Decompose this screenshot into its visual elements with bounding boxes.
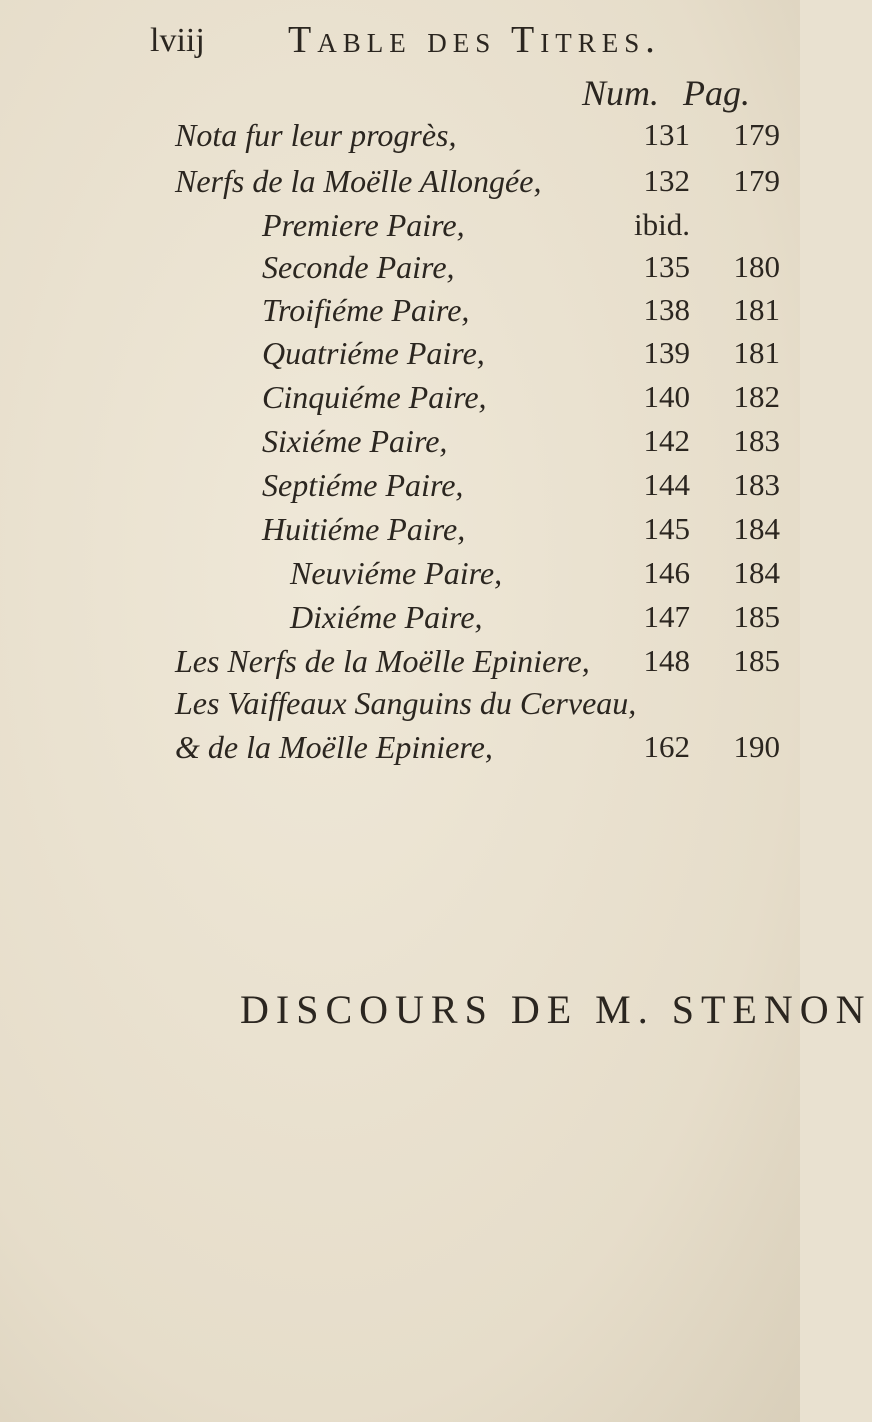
entry-title: Dixiéme Paire,	[290, 599, 483, 635]
entry-pag: 182	[733, 379, 780, 414]
column-headings	[582, 72, 750, 114]
entry-pag: 184	[733, 511, 780, 546]
running-title: Table des Titres.	[288, 19, 661, 61]
entry-pag: 179	[733, 117, 780, 152]
col-num-heading: Num.	[582, 73, 660, 113]
entry-num: 140	[643, 379, 690, 414]
entry-title: Nerfs de la Moëlle Allongée,	[175, 163, 542, 199]
entry-num: 138	[643, 292, 690, 327]
entry-num: 135	[643, 249, 690, 284]
entry-num: 146	[643, 555, 690, 590]
entry-pag: 185	[733, 643, 780, 678]
entry-title: Neuviéme Paire,	[290, 555, 503, 591]
entry-pag: 183	[733, 467, 780, 502]
entry-pag: 185	[733, 599, 780, 634]
page-header	[150, 14, 770, 74]
entry-title: Huitiéme Paire,	[262, 511, 466, 547]
entry-num: 131	[643, 117, 690, 152]
discours-title: DISCOURS DE M. STENON	[240, 987, 872, 1032]
entry-title: Premiere Paire,	[262, 207, 465, 243]
entry-title: Les Nerfs de la Moëlle Epiniere,	[175, 643, 590, 679]
entry-pag: 184	[733, 555, 780, 590]
entry-pag: 183	[733, 423, 780, 458]
entry-pag	[690, 202, 780, 248]
entry-num: 148	[643, 643, 690, 678]
entry-num: 162	[643, 729, 690, 764]
entry-num: 147	[643, 599, 690, 634]
col-pag-heading: Pag.	[683, 73, 751, 113]
entry-pag: 181	[733, 335, 780, 370]
entry-title: Seconde Paire,	[262, 249, 455, 285]
entry-title: & de la Moëlle Epiniere,	[175, 729, 493, 765]
entry-title: Quatriéme Paire,	[262, 335, 485, 371]
entry-num: ibid.	[634, 207, 690, 242]
entry-title: Cinquiéme Paire,	[262, 379, 487, 415]
entry-pag: 181	[733, 292, 780, 327]
page-number: lviij	[150, 22, 205, 59]
entry-pag: 180	[733, 249, 780, 284]
entry-pag: 190	[733, 729, 780, 764]
entry-num: 144	[643, 467, 690, 502]
entry-title: Septiéme Paire,	[262, 467, 464, 503]
entry-num: 145	[643, 511, 690, 546]
entry-title: Les Vaiffeaux Sanguins du Cerveau,	[175, 685, 637, 721]
entry-num: 142	[643, 423, 690, 458]
entry-pag: 179	[733, 163, 780, 198]
entry-title: Nota fur leur progrès,	[175, 117, 457, 153]
entry-title: Sixiéme Paire,	[262, 423, 448, 459]
entry-num: 139	[643, 335, 690, 370]
entry-title: Troifiéme Paire,	[262, 292, 470, 328]
entry-num: 132	[643, 163, 690, 198]
